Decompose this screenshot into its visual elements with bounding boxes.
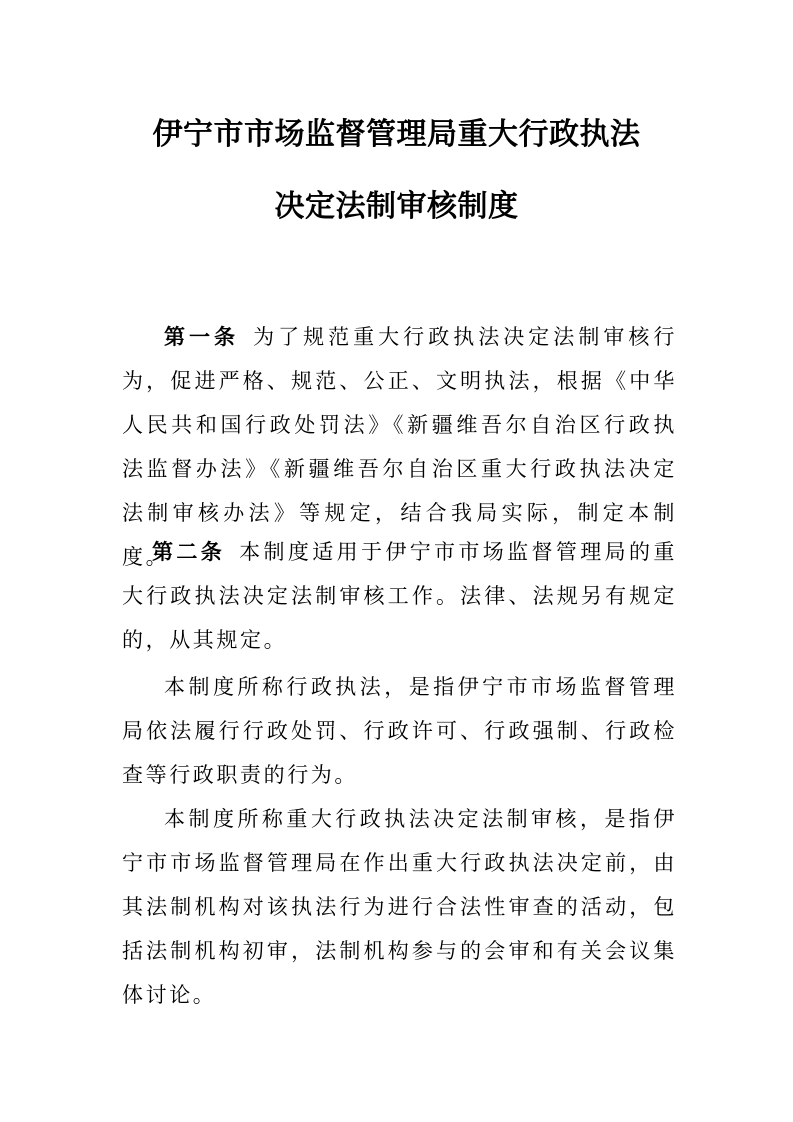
document-title-line-2: 决定法制审核制度 <box>274 189 519 224</box>
article-2-clause-legal-review: 本制度所称重大行政执法决定法制审核，是指伊宁市市场监督管理局在作出重大行政执法决定前，由其法制机构对该执法行为进行合法性审查的活动，包括法制机构初审，法制机构参与的会审和有关会议集体讨论。 <box>122 807 677 1007</box>
article-2-paragraph <box>122 530 677 662</box>
article-1-number: 第一条 <box>164 324 240 349</box>
article-2-number: 第二条 <box>152 539 226 564</box>
article-2-text: 本制度适用于伊宁市市场监督管理局的重大行政执法决定法制审核工作。法律、法规另有规定的，从其规定。 <box>122 540 677 652</box>
article-1-text: 为了规范重大行政执法决定法制审核行为，促进严格、规范、公正、文明执法，根据《中华人民共和国行政处罚法》《新疆维吾尔自治区行政执法监督办法》《新疆维吾尔自治区重大行政执法决定法制审核办法》等规定，结合我局实际，制定本制度。 <box>122 325 677 569</box>
article-2-clause-administrative-enforcement: 本制度所称行政执法，是指伊宁市市场监督管理局依法履行行政处罚、行政许可、行政强制、行政检查等行政职责的行为。 <box>122 675 677 787</box>
document-title-line-1: 伊宁市市场监督管理局重大行政执法 <box>152 117 641 152</box>
